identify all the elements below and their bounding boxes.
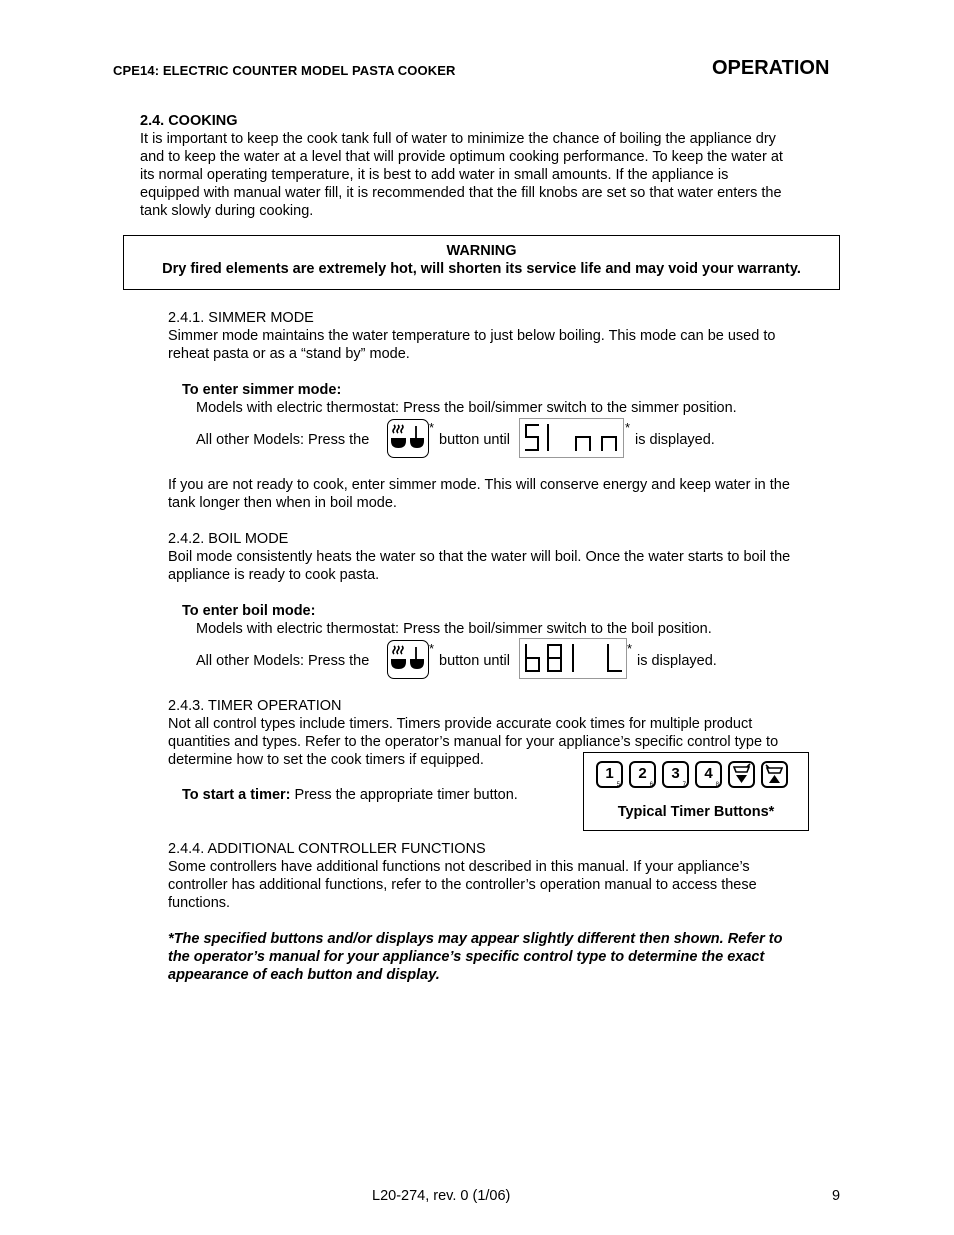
boil-simmer-button[interactable] — [387, 640, 429, 679]
simmer-after-line: If you are not ready to cook, enter simmer mode. This will conserve energy and keep water in the — [168, 477, 790, 493]
timer-button-label: 1 — [605, 765, 614, 782]
timer-button-sub: 7 — [682, 782, 686, 788]
boil-thermostat-line: Models with electric thermostat: Press the boil/simmer switch to the boil position. — [196, 621, 712, 637]
warning-title: WARNING — [446, 243, 517, 259]
timer-line: Not all control types include timers. Timers provide accurate cook times for multiple product — [168, 716, 753, 732]
boil-simmer-button[interactable] — [387, 419, 429, 458]
pot-steam-icon — [388, 641, 427, 677]
timer-button-label: 3 — [671, 765, 680, 782]
additional-paragraph — [168, 858, 757, 912]
basket-lower-button[interactable] — [728, 761, 755, 788]
footnote-paragraph — [168, 930, 782, 984]
footnote-star: * — [429, 420, 435, 435]
timer-buttons-caption: Typical Timer Buttons* — [617, 804, 775, 820]
simmer-button-until: button until — [439, 432, 510, 448]
pot-steam-icon — [388, 420, 427, 456]
boil-enter-title: To enter boil mode: — [182, 603, 316, 619]
simmer-is-displayed: is displayed. — [635, 432, 715, 448]
timer-button-2[interactable] — [629, 761, 656, 788]
timer-line: determine how to set the cook timers if equipped. — [168, 752, 484, 768]
boil-display — [519, 638, 627, 679]
cooking-line: its normal operating temperature, it is best to add water in small amounts. If the appliance is — [140, 167, 729, 183]
timer-button-label: 4 — [704, 765, 713, 782]
basket-up-icon — [763, 763, 786, 786]
document-title: CPE14: ELECTRIC COUNTER MODEL PASTA COOKER — [113, 63, 456, 78]
timer-start-instruction — [182, 786, 518, 804]
timer-start-text: Press the appropriate timer button. — [290, 787, 518, 803]
timer-button-sub: 6 — [649, 782, 653, 788]
cooking-line: and to keep the water at a level that will provide optimum cooking performance. To keep the water at — [140, 149, 783, 165]
page-number: 9 — [832, 1188, 841, 1204]
footnote-star: * — [625, 420, 631, 435]
timer-button-sub: 5 — [616, 782, 620, 788]
boil-other-prefix: All other Models: Press the — [196, 653, 370, 669]
boil-line: Boil mode consistently heats the water so that the water will boil. Once the water starts to boil the — [168, 549, 791, 565]
footnote-line: the operator’s manual for your appliance’s specific control type to determine the exact — [168, 949, 765, 965]
cooking-line: equipped with manual water fill, it is recommended that the fill knobs are set so that water enters the — [140, 185, 782, 201]
timer-buttons-figure — [583, 752, 809, 831]
footnote-star: * — [627, 641, 633, 656]
footnote-star: * — [429, 641, 435, 656]
section-title: OPERATION — [712, 57, 830, 79]
warning-text: Dry fired elements are extremely hot, will shorten its service life and may void your warranty. — [162, 261, 801, 277]
additional-line: controller has additional functions, refer to the controller’s operation manual to access these — [168, 877, 757, 893]
timer-button-4[interactable] — [695, 761, 722, 788]
seven-segment-boil-display — [520, 639, 626, 678]
cooking-paragraph — [140, 130, 783, 220]
footnote-line: *The specified buttons and/or displays may appear slightly different then shown. Refer to — [168, 931, 783, 947]
cooking-line: tank slowly during cooking. — [140, 203, 314, 219]
simmer-line: Simmer mode maintains the water temperature to just below boiling. This mode can be used to — [168, 328, 776, 344]
boil-paragraph — [168, 548, 790, 584]
footnote-line: appearance of each button and display. — [168, 967, 440, 983]
seven-segment-simmer-display — [520, 419, 623, 457]
simmer-display — [519, 418, 624, 458]
basket-down-icon — [730, 763, 753, 786]
timer-button-1[interactable] — [596, 761, 623, 788]
simmer-enter-title: To enter simmer mode: — [182, 382, 342, 398]
timer-line: quantities and types. Refer to the operator’s manual for your appliance’s specific control type to — [168, 734, 779, 750]
simmer-other-prefix: All other Models: Press the — [196, 432, 370, 448]
boil-line: appliance is ready to cook pasta. — [168, 567, 380, 583]
document-number: L20-274, rev. 0 (1/06) — [372, 1188, 511, 1204]
timer-start-label: To start a timer: — [182, 787, 291, 803]
additional-heading: 2.4.4. ADDITIONAL CONTROLLER FUNCTIONS — [168, 841, 486, 857]
timer-button-3[interactable] — [662, 761, 689, 788]
simmer-paragraph — [168, 327, 775, 363]
timer-heading: 2.4.3. TIMER OPERATION — [168, 698, 342, 714]
additional-line: Some controllers have additional functions not described in this manual. If your appliance’s — [168, 859, 750, 875]
boil-heading: 2.4.2. BOIL MODE — [168, 531, 289, 547]
cooking-line: It is important to keep the cook tank full of water to minimize the chance of boiling the appliance dry — [140, 131, 776, 147]
additional-line: functions. — [168, 895, 231, 911]
simmer-after-paragraph — [168, 476, 790, 512]
simmer-after-line: tank longer then when in boil mode. — [168, 495, 397, 511]
boil-is-displayed: is displayed. — [637, 653, 717, 669]
cooking-heading: 2.4. COOKING — [140, 113, 238, 129]
basket-raise-button[interactable] — [761, 761, 788, 788]
simmer-line: reheat pasta or as a “stand by” mode. — [168, 346, 410, 362]
simmer-heading: 2.4.1. SIMMER MODE — [168, 310, 314, 326]
boil-button-until: button until — [439, 653, 510, 669]
warning-box — [123, 235, 840, 290]
timer-button-label: 2 — [638, 765, 647, 782]
simmer-thermostat-line: Models with electric thermostat: Press the boil/simmer switch to the simmer position. — [196, 400, 737, 416]
timer-button-sub: 8 — [715, 782, 719, 788]
